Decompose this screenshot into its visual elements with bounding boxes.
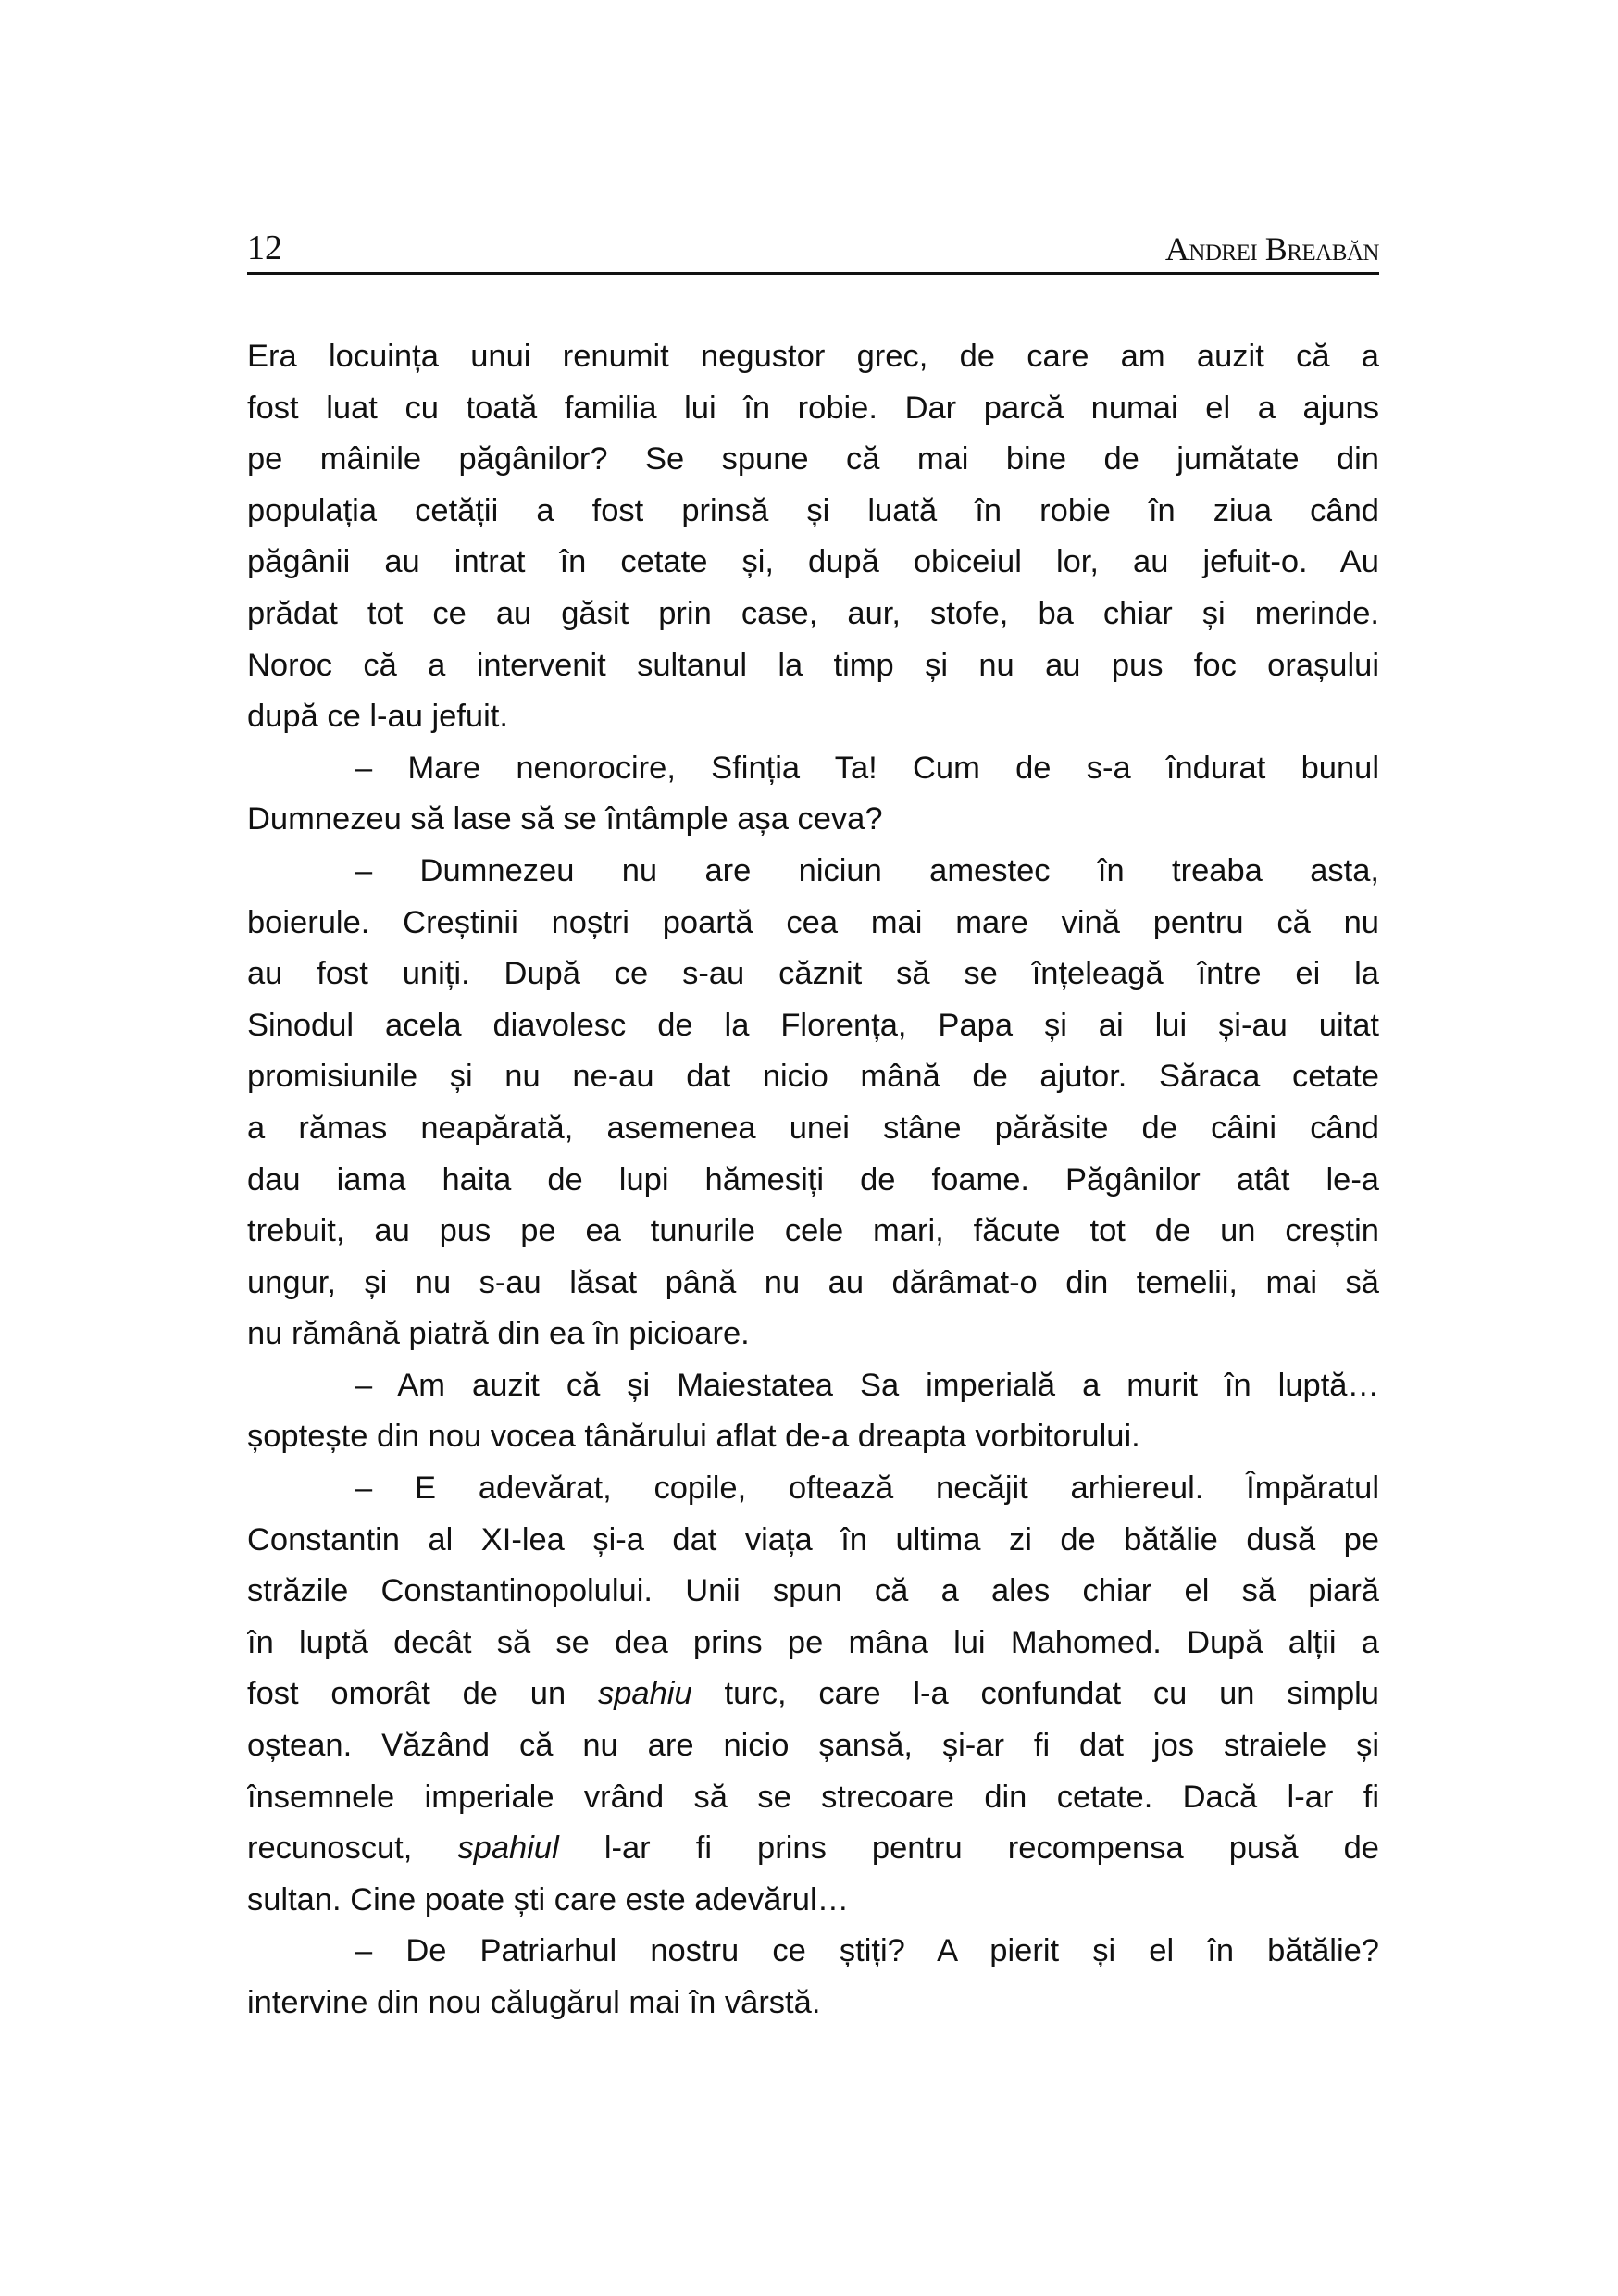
text-line: Sinodul acela diavolesc de la Florența, Papa și ai lui și-au uitat bbox=[247, 1007, 1379, 1043]
body-text bbox=[247, 331, 1379, 2029]
text-line: trebuit, au pus pe ea tunurile cele mari, făcute tot de un creștin bbox=[247, 1213, 1379, 1249]
text-line: șoptește din nou vocea tânărului aflat de-a dreapta vorbitorului. bbox=[247, 1419, 1140, 1455]
text-line: – Dumnezeu nu are niciun amestec în treaba asta, bbox=[355, 852, 1379, 888]
text-line: promisiunile și nu ne-au dat nicio mână de ajutor. Săraca cetate bbox=[247, 1059, 1379, 1095]
text-line: după ce l-au jefuit. bbox=[247, 699, 508, 735]
text-line: Noroc că a intervenit sultanul la timp și nu au pus foc orașului bbox=[247, 647, 1379, 683]
running-header-author: Andrei Breabăn bbox=[1164, 230, 1379, 267]
text-line: fost luat cu toată familia lui în robie. Dar parcă numai el a ajuns bbox=[247, 390, 1379, 426]
italic-term: spahiul bbox=[457, 1831, 559, 1867]
text-line: sultan. Cine poate ști care este adevărul… bbox=[247, 1881, 850, 1917]
text-line: păgânii au intrat în cetate și, după obiceiul lor, au jefuit-o. Au bbox=[247, 544, 1379, 580]
running-header bbox=[247, 220, 1379, 272]
text-line: Constantin al XI-lea și-a dat viața în ultima zi de bătălie dusă pe bbox=[247, 1521, 1379, 1558]
text-line: Dumnezeu să lase să se întâmple așa ceva? bbox=[247, 801, 883, 838]
text-line: ungur, și nu s-au lăsat până nu au dărâmat-o din temelii, mai să bbox=[247, 1264, 1379, 1300]
text-line: populația cetății a fost prinsă și luată în robie în ziua când bbox=[247, 492, 1379, 528]
text-line: însemnele imperiale vrând să se strecoare din cetate. Dacă l-ar fi bbox=[247, 1779, 1379, 1815]
text-segment: l-ar fi prins pentru recompensa pusă de bbox=[558, 1831, 1379, 1867]
text-line: prădat tot ce au găsit prin case, aur, stofe, ba chiar și merinde. bbox=[247, 595, 1379, 631]
text-line: boierule. Creștinii noștri poartă cea mai mare vină pentru că nu bbox=[247, 904, 1379, 940]
text-line bbox=[247, 1669, 1379, 1720]
header-rule bbox=[247, 272, 1379, 275]
text-line: nu rămână piatră din ea în picioare. bbox=[247, 1316, 750, 1352]
italic-term: spahiu bbox=[598, 1676, 692, 1712]
text-segment: fost omorât de un bbox=[247, 1676, 598, 1712]
text-segment: turc, care l-a confundat cu un simplu bbox=[691, 1676, 1379, 1712]
text-line: Era locuința unui renumit negustor grec, de care am auzit că a bbox=[247, 339, 1379, 374]
text-line: au fost uniți. După ce s-au căznit să se înțeleagă între ei la bbox=[247, 956, 1379, 992]
text-line: oștean. Văzând că nu are nicio șansă, și-ar fi dat jos straiele și bbox=[247, 1728, 1379, 1764]
text-line: a rămas neapărată, asemenea unei stâne părăsite de câini când bbox=[247, 1110, 1379, 1146]
text-line: – Am auzit că și Maiestatea Sa imperială a murit în luptă… bbox=[355, 1367, 1379, 1403]
text-segment: recunoscut, bbox=[247, 1831, 458, 1867]
text-line: pe mâinile păgânilor? Se spune că mai bine de jumătate din bbox=[247, 441, 1379, 478]
text-line: în luptă decât să se dea prins pe mâna lui Mahomed. După alții a bbox=[247, 1624, 1379, 1660]
text-line: – De Patriarhul nostru ce știți? A pierit și el în bătălie? bbox=[355, 1933, 1379, 1969]
page-number: 12 bbox=[247, 229, 282, 267]
text-line: străzile Constantinopolului. Unii spun că a ales chiar el să piară bbox=[247, 1573, 1379, 1609]
text-line: – E adevărat, copile, oftează necăjit arhiereul. Împăratul bbox=[355, 1471, 1379, 1507]
text-line: intervine din nou călugărul mai în vârstă. bbox=[247, 1985, 821, 2020]
text-line: dau iama haita de lupi hămesiți de foame. Păgânilor atât le-a bbox=[247, 1161, 1379, 1198]
text-line: – Mare nenorocire, Sfinția Ta! Cum de s-a îndurat bunul bbox=[355, 750, 1379, 786]
text-line bbox=[247, 1823, 1379, 1875]
